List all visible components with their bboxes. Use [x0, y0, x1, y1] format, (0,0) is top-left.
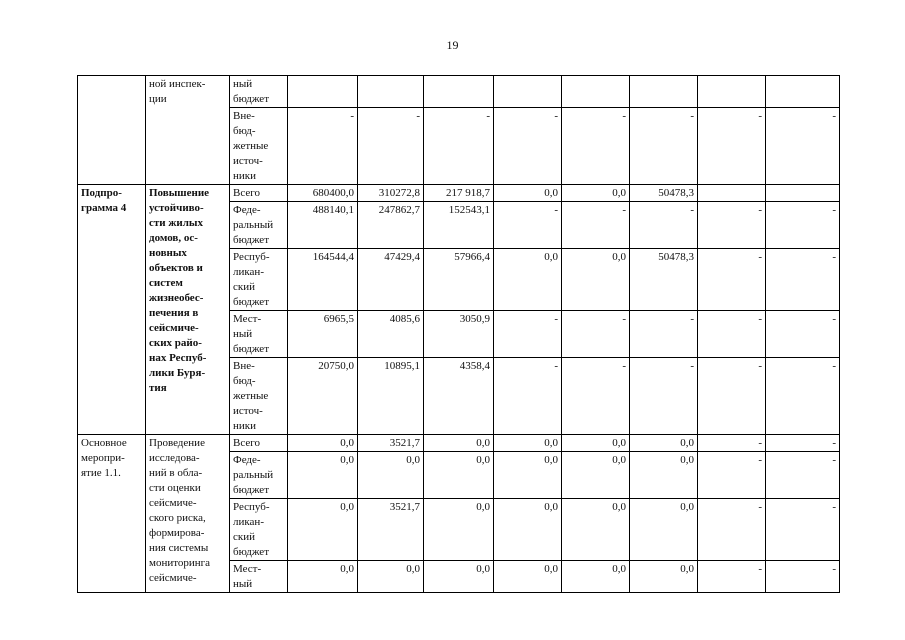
table-cell: 0,0 — [494, 435, 562, 452]
table-cell: 0,0 — [494, 561, 562, 593]
table-cell: 3521,7 — [358, 435, 424, 452]
table-cell: - — [358, 108, 424, 185]
table-cell — [288, 76, 358, 108]
table-cell: - — [766, 108, 840, 185]
table-cell: - — [494, 202, 562, 249]
table-cell: 0,0 — [494, 185, 562, 202]
table-cell: 0,0 — [288, 499, 358, 561]
table-cell: - — [630, 108, 698, 185]
table-cell — [78, 76, 146, 185]
table-cell: 20750,0 — [288, 358, 358, 435]
table-cell — [698, 76, 766, 108]
table-cell: - — [562, 108, 630, 185]
table-cell: 0,0 — [562, 185, 630, 202]
table-cell: 0,0 — [562, 249, 630, 311]
table-cell — [630, 76, 698, 108]
table-cell: 0,0 — [494, 249, 562, 311]
table-cell: 0,0 — [562, 452, 630, 499]
table-cell: 0,0 — [562, 435, 630, 452]
table-cell: - — [766, 435, 840, 452]
table-cell: Проведение исследова- ний в обла- сти оценки сейсмиче- ского риска, формирова- ния системы мониторинга сейсмиче- — [146, 435, 230, 593]
table-cell: Основное меропри- ятие 1.1. — [78, 435, 146, 593]
table-cell: 0,0 — [424, 499, 494, 561]
table-cell: - — [766, 202, 840, 249]
table-cell: Всего — [230, 185, 288, 202]
table-row — [78, 185, 840, 202]
table-cell: Феде- ральный бюджет — [230, 452, 288, 499]
table-cell: - — [698, 358, 766, 435]
table-cell: 0,0 — [358, 561, 424, 593]
table-cell: Респуб- ликан- ский бюджет — [230, 499, 288, 561]
table-cell: 10895,1 — [358, 358, 424, 435]
table-cell: - — [630, 202, 698, 249]
table-cell: - — [766, 452, 840, 499]
table-cell — [698, 185, 766, 202]
table-cell: 50478,3 — [630, 185, 698, 202]
table-cell: Мест- ный бюджет — [230, 311, 288, 358]
table-cell: - — [698, 202, 766, 249]
table-cell: 4085,6 — [358, 311, 424, 358]
table-cell: 0,0 — [630, 452, 698, 499]
table-cell: 6965,5 — [288, 311, 358, 358]
table-cell: 0,0 — [424, 435, 494, 452]
table-cell: 0,0 — [424, 561, 494, 593]
table-cell: Вне- бюд- жетные источ- ники — [230, 358, 288, 435]
table-cell: 488140,1 — [288, 202, 358, 249]
table-cell: 0,0 — [494, 452, 562, 499]
page-number: 19 — [446, 38, 459, 52]
table-cell: 0,0 — [562, 499, 630, 561]
table-cell: ный бюджет — [230, 76, 288, 108]
table-cell: 310272,8 — [358, 185, 424, 202]
table-cell: 0,0 — [288, 452, 358, 499]
table-cell: 680400,0 — [288, 185, 358, 202]
table-cell: - — [698, 452, 766, 499]
table-cell: Повышение устойчиво- сти жилых домов, ос- новных объектов и систем жизнеобес- печения в сейсмиче- ских райо- нах Респуб- лики Буря- тия — [146, 185, 230, 435]
table-cell: - — [494, 358, 562, 435]
table-cell: 152543,1 — [424, 202, 494, 249]
table-cell: 247862,7 — [358, 202, 424, 249]
table-cell: - — [766, 311, 840, 358]
table-cell: - — [288, 108, 358, 185]
table-cell: ной инспек- ции — [146, 76, 230, 185]
table-cell: - — [562, 358, 630, 435]
table-cell: - — [494, 108, 562, 185]
table-cell: - — [698, 311, 766, 358]
table-cell — [494, 76, 562, 108]
table-cell: 50478,3 — [630, 249, 698, 311]
table-cell: 164544,4 — [288, 249, 358, 311]
table-cell — [766, 185, 840, 202]
table-cell — [562, 76, 630, 108]
table-cell: 3050,9 — [424, 311, 494, 358]
table-cell: 0,0 — [288, 561, 358, 593]
table-cell: - — [630, 358, 698, 435]
table-cell: - — [766, 358, 840, 435]
table-cell: - — [698, 499, 766, 561]
table-cell: - — [698, 435, 766, 452]
table-cell: - — [698, 249, 766, 311]
table-cell: 217 918,7 — [424, 185, 494, 202]
table-cell: 0,0 — [630, 435, 698, 452]
table-cell: - — [698, 108, 766, 185]
table-cell: - — [698, 561, 766, 593]
table-cell: 0,0 — [630, 561, 698, 593]
table-cell: 4358,4 — [424, 358, 494, 435]
table-cell: - — [766, 561, 840, 593]
table-cell: 0,0 — [358, 452, 424, 499]
table-cell: 0,0 — [562, 561, 630, 593]
table-cell: Вне- бюд- жетные источ- ники — [230, 108, 288, 185]
table-cell: - — [562, 311, 630, 358]
table-cell — [766, 76, 840, 108]
table-cell: - — [766, 499, 840, 561]
table-cell: - — [562, 202, 630, 249]
table-cell: 0,0 — [424, 452, 494, 499]
table-row — [78, 76, 840, 108]
table-cell: - — [630, 311, 698, 358]
table-cell: Респуб- ликан- ский бюджет — [230, 249, 288, 311]
table-cell: - — [494, 311, 562, 358]
table-cell: - — [766, 249, 840, 311]
table-cell: 0,0 — [630, 499, 698, 561]
table-cell: 0,0 — [494, 499, 562, 561]
table-cell: 0,0 — [288, 435, 358, 452]
table-cell: 57966,4 — [424, 249, 494, 311]
table-row — [78, 435, 840, 452]
table-cell — [358, 76, 424, 108]
table-cell: Подпро- грамма 4 — [78, 185, 146, 435]
table-cell: 47429,4 — [358, 249, 424, 311]
table-cell: 3521,7 — [358, 499, 424, 561]
table-cell: - — [424, 108, 494, 185]
table-cell: Мест- ный — [230, 561, 288, 593]
table-cell: Феде- ральный бюджет — [230, 202, 288, 249]
table-cell — [424, 76, 494, 108]
budget-table — [77, 75, 840, 593]
table-cell: Всего — [230, 435, 288, 452]
